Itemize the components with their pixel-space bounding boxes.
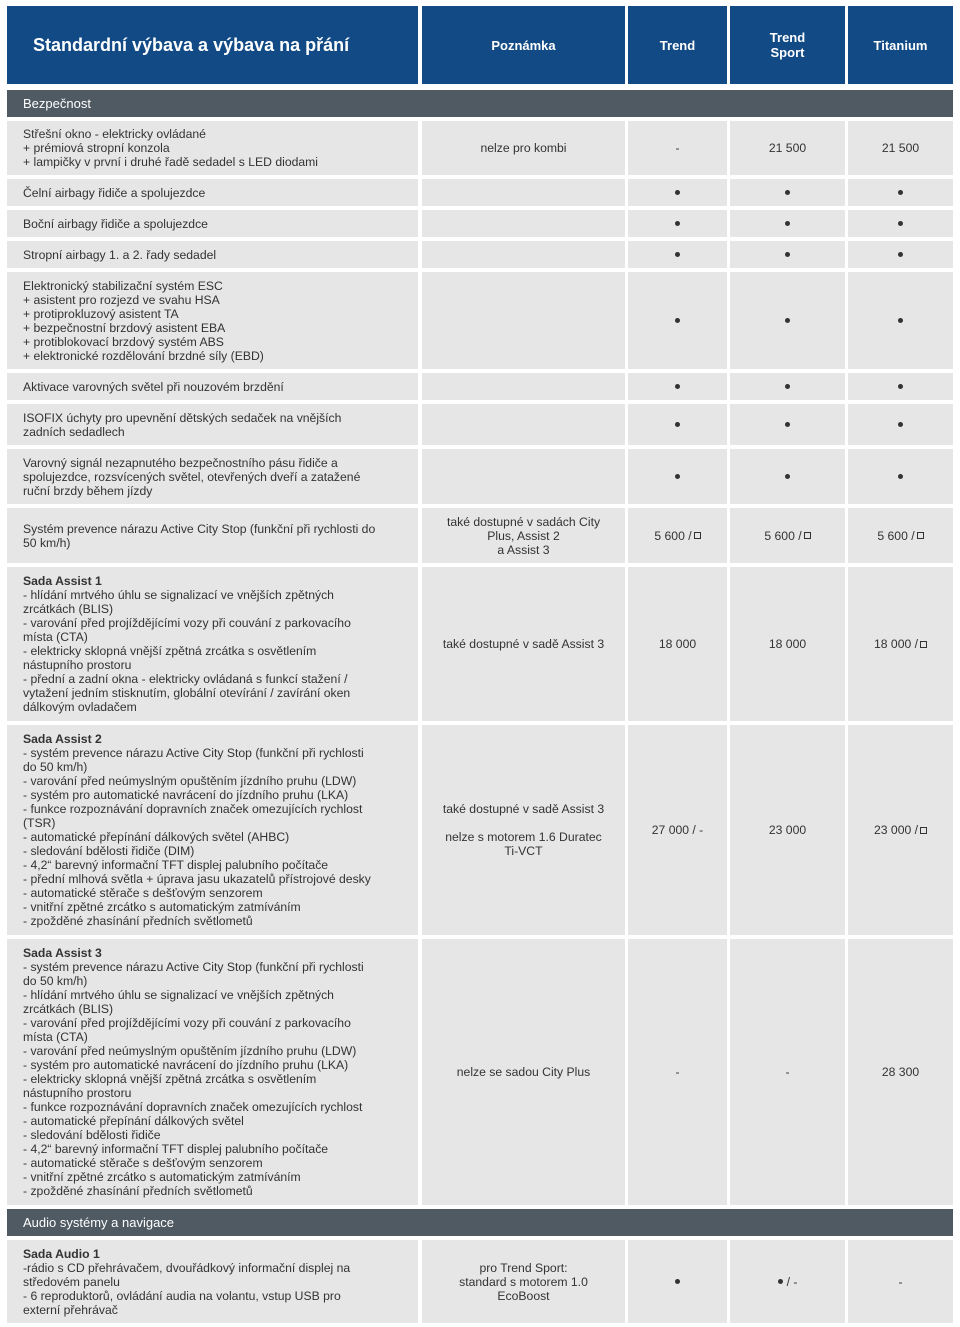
trend-sport-cell [730, 241, 845, 268]
standard-dot-icon [675, 474, 680, 479]
feature-line: - hlídání mrtvého úhlu se signalizací ve vnějších zpětných [23, 988, 334, 1002]
feature-line: - varování před projíždějícími vozy při couvání z parkovacího [23, 1016, 351, 1030]
feature-line: zadních sedadlech [23, 424, 125, 439]
feature-line: - 6 reproduktorů, ovládání audia na volantu, vstup USB pro [23, 1288, 341, 1303]
trend-sport-cell [730, 1240, 845, 1323]
price-value: 5 600 / [877, 528, 915, 543]
price-value: 18 000 [768, 637, 807, 651]
note-cell [422, 241, 625, 268]
feature-line: - vnitřní zpětné zrcátko s automatickým zatmíváním [23, 900, 301, 914]
price-value: 28 300 [881, 1065, 920, 1079]
titanium-cell [848, 121, 953, 175]
note-text: nelze pro kombi [480, 141, 567, 155]
feature-line: do 50 km/h) [23, 760, 88, 774]
titanium-cell [848, 449, 953, 504]
note-text: standard s motorem 1.0 [459, 1274, 588, 1289]
trend-cell [628, 725, 727, 935]
feature-line: - elektricky sklopná vnější zpětná zrcátka s osvětlením [23, 644, 317, 658]
standard-dot-icon [778, 1279, 783, 1284]
trend-cell [628, 567, 727, 721]
feature-line: - vnitřní zpětné zrcátko s automatickým zatmíváním [23, 1170, 301, 1184]
feature-active-city-stop [7, 508, 418, 563]
standard-dot-icon [898, 384, 903, 389]
trend-cell [628, 272, 727, 369]
feature-line: nástupního prostoru [23, 658, 132, 672]
section-header-audio: Audio systémy a navigace [7, 1209, 953, 1236]
note-text: pro Trend Sport: [479, 1260, 568, 1275]
note-text: Ti-VCT [504, 844, 543, 858]
titanium-cell [848, 725, 953, 935]
feature-line: - elektricky sklopná vnější zpětná zrcátka s osvětlením [23, 1072, 317, 1086]
standard-dot-icon [675, 252, 680, 257]
standard-dot-icon [785, 384, 790, 389]
trend-cell [628, 121, 727, 175]
column-header-trend-sport-line1: Trend [769, 30, 806, 45]
feature-line: 50 km/h) [23, 535, 71, 550]
standard-dot-icon [898, 252, 903, 257]
feature-line: -rádio s CD přehrávačem, dvouřádkový informační displej na [23, 1260, 351, 1275]
standard-dot-icon [898, 318, 903, 323]
price-value: 27 000 / - [651, 823, 704, 837]
column-header-trend-sport [730, 6, 845, 84]
option-box-icon [917, 532, 924, 539]
feature-line: - varování před neúmyslným opuštěním jízdního pruhu (LDW) [23, 774, 357, 788]
feature-assist-2 [7, 725, 418, 935]
price-value: - [898, 1274, 903, 1289]
note-cell [422, 567, 625, 721]
feature-line: - hlídání mrtvého úhlu se signalizací ve vnějších zpětných [23, 588, 334, 602]
feature-line: Střešní okno - elektricky ovládané [23, 127, 206, 141]
price-value: 23 000 [768, 823, 807, 837]
feature-line: zrcátkách (BLIS) [23, 1002, 114, 1016]
feature-line: Aktivace varovných světel při nouzovém brzdění [23, 379, 284, 394]
trend-cell [628, 241, 727, 268]
note-cell [422, 1240, 625, 1323]
trend-sport-cell [730, 567, 845, 721]
standard-dot-icon [675, 384, 680, 389]
feature-line: (TSR) [23, 816, 56, 830]
trend-cell [628, 508, 727, 563]
trend-sport-cell [730, 404, 845, 445]
feature-line: ISOFIX úchyty pro upevnění dětských sedaček na vnějších [23, 410, 342, 425]
price-value: - [675, 141, 680, 155]
feature-line: - 4,2“ barevný informační TFT displej palubního počítače [23, 858, 329, 872]
titanium-cell [848, 179, 953, 206]
feature-line: + lampičky v první i druhé řadě sedadel s LED diodami [23, 155, 319, 169]
standard-dot-icon [898, 474, 903, 479]
note-text: také dostupné v sadě Assist 3 [442, 637, 605, 651]
feature-assist-1 [7, 567, 418, 721]
trend-cell [628, 404, 727, 445]
feature-line: místa (CTA) [23, 1030, 88, 1044]
note-cell [422, 449, 625, 504]
feature-line: Stropní airbagy 1. a 2. řady sedadel [23, 247, 217, 262]
note-cell [422, 121, 625, 175]
feature-line: - automatické stěrače s dešťovým senzorem [23, 886, 263, 900]
feature-line: - 4,2“ barevný informační TFT displej palubního počítače [23, 1142, 329, 1156]
feature-line: - sledování bdělosti řidiče (DIM) [23, 844, 195, 858]
feature-line: - varování před projíždějícími vozy při couvání z parkovacího [23, 616, 351, 630]
section-header-safety: Bezpečnost [7, 90, 953, 117]
feature-line: - systém prevence nárazu Active City Stop (funkční při rychlosti [23, 746, 364, 760]
note-text: nelze se sadou City Plus [456, 1065, 591, 1079]
feature-line: zrcátkách (BLIS) [23, 602, 114, 616]
feature-line: ruční brzdy během jízdy [23, 483, 153, 498]
feature-line: - zpožděné zhasínání předních světlometů [23, 1184, 253, 1198]
standard-dot-icon [785, 252, 790, 257]
trend-sport-cell [730, 272, 845, 369]
titanium-cell [848, 373, 953, 400]
column-header-titanium: Titanium [848, 6, 953, 84]
note-cell [422, 210, 625, 237]
feature-line: místa (CTA) [23, 630, 88, 644]
trend-cell [628, 210, 727, 237]
standard-dot-icon [898, 190, 903, 195]
price-value: 23 000 / [873, 823, 919, 837]
standard-dot-icon [675, 221, 680, 226]
trend-cell [628, 373, 727, 400]
feature-line: - systém pro automatické navrácení do jízdního pruhu (LKA) [23, 1058, 349, 1072]
standard-dot-icon [785, 318, 790, 323]
feature-assist-3 [7, 939, 418, 1205]
titanium-cell [848, 567, 953, 721]
note-cell [422, 272, 625, 369]
feature-line: + protiblokovací brzdový systém ABS [23, 334, 224, 349]
trend-cell [628, 179, 727, 206]
trend-cell [628, 449, 727, 504]
trend-cell [628, 1240, 727, 1323]
feature-line: - funkce rozpoznávání dopravních značek omezujících rychlost [23, 802, 363, 816]
package-title: Sada Assist 2 [23, 732, 102, 746]
feature-line: + elektronické rozdělování brzdné síly (EBD) [23, 348, 264, 363]
note-cell [422, 725, 625, 935]
feature-line: do 50 km/h) [23, 974, 88, 988]
standard-dot-icon [785, 221, 790, 226]
note-cell [422, 508, 625, 563]
feature-audio-1 [7, 1240, 418, 1323]
note-cell [422, 179, 625, 206]
trend-sport-cell [730, 179, 845, 206]
price-value: / - [786, 1274, 798, 1289]
option-box-icon [920, 641, 927, 648]
price-value: 18 000 [658, 637, 697, 651]
feature-side-airbags [7, 210, 418, 237]
note-cell [422, 939, 625, 1205]
note-text: Plus, Assist 2 [487, 528, 560, 543]
feature-line: - automatické stěrače s dešťovým senzorem [23, 1156, 263, 1170]
feature-line: Elektronický stabilizační systém ESC [23, 278, 223, 293]
standard-dot-icon [675, 422, 680, 427]
feature-line: Systém prevence nárazu Active City Stop (funkční při rychlosti do [23, 521, 376, 536]
titanium-cell [848, 508, 953, 563]
feature-line: + protiprokluzový asistent TA [23, 306, 179, 321]
column-header-trend-sport-line2: Sport [770, 45, 805, 60]
option-box-icon [694, 532, 701, 539]
trend-sport-cell [730, 725, 845, 935]
feature-line: dálkovým ovladačem [23, 700, 137, 714]
titanium-cell [848, 404, 953, 445]
feature-line: + prémiová stropní konzola [23, 141, 170, 155]
standard-dot-icon [675, 1279, 680, 1284]
titanium-cell [848, 241, 953, 268]
standard-dot-icon [785, 422, 790, 427]
price-value: 5 600 / [654, 528, 692, 543]
note-text: také dostupné v sadě Assist 3 [442, 802, 605, 816]
price-value: - [675, 1065, 680, 1079]
price-value: 21 500 [768, 141, 807, 155]
feature-seatbelt-warning [7, 449, 418, 504]
feature-line: + bezpečnostní brzdový asistent EBA [23, 320, 226, 335]
note-cell [422, 373, 625, 400]
price-value: - [785, 1065, 790, 1079]
standard-dot-icon [675, 190, 680, 195]
standard-dot-icon [785, 474, 790, 479]
feature-line: - systém prevence nárazu Active City Stop (funkční při rychlosti [23, 960, 364, 974]
feature-line: + asistent pro rozjezd ve svahu HSA [23, 292, 220, 307]
standard-dot-icon [675, 318, 680, 323]
standard-dot-icon [898, 221, 903, 226]
note-text: EcoBoost [497, 1288, 550, 1303]
feature-isofix [7, 404, 418, 445]
titanium-cell [848, 939, 953, 1205]
column-header-note: Poznámka [422, 6, 625, 84]
feature-line: externí přehrávač [23, 1302, 118, 1317]
standard-dot-icon [898, 422, 903, 427]
trend-sport-cell [730, 508, 845, 563]
trend-sport-cell [730, 939, 845, 1205]
feature-front-airbags [7, 179, 418, 206]
titanium-cell [848, 210, 953, 237]
titanium-cell [848, 1240, 953, 1323]
note-text: také dostupné v sadách City [446, 514, 601, 529]
feature-curtain-airbags [7, 241, 418, 268]
price-value: 5 600 / [764, 528, 802, 543]
price-value: 21 500 [881, 141, 920, 155]
feature-line: - automatické přepínání dálkových světel (AHBC) [23, 830, 290, 844]
feature-sunroof [7, 121, 418, 175]
titanium-cell [848, 272, 953, 369]
feature-hazard-lights [7, 373, 418, 400]
feature-line: středovém panelu [23, 1274, 120, 1289]
feature-line: Čelní airbagy řidiče a spolujezdce [23, 185, 206, 200]
trend-sport-cell [730, 373, 845, 400]
table-title: Standardní výbava a výbava na přání [7, 6, 418, 84]
package-title: Sada Audio 1 [23, 1246, 100, 1261]
feature-line: - sledování bdělosti řidiče [23, 1128, 161, 1142]
trend-sport-cell [730, 121, 845, 175]
note-text: nelze s motorem 1.6 Duratec [445, 830, 602, 844]
trend-sport-cell [730, 449, 845, 504]
option-box-icon [920, 827, 927, 834]
note-text: a Assist 3 [497, 542, 550, 557]
trend-cell [628, 939, 727, 1205]
option-box-icon [804, 532, 811, 539]
feature-line: - systém pro automatické navrácení do jízdního pruhu (LKA) [23, 788, 349, 802]
feature-line: - automatické přepínání dálkových světel [23, 1114, 244, 1128]
feature-line: Boční airbagy řidiče a spolujezdce [23, 216, 208, 231]
feature-line: - zpožděné zhasínání předních světlometů [23, 914, 253, 928]
feature-esc [7, 272, 418, 369]
column-header-trend: Trend [628, 6, 727, 84]
price-value: 18 000 / [873, 637, 919, 651]
feature-line: - přední mlhová světla + úprava jasu ukazatelů přístrojové desky [23, 872, 371, 886]
note-cell [422, 404, 625, 445]
feature-line: - funkce rozpoznávání dopravních značek omezujících rychlost [23, 1100, 363, 1114]
package-title: Sada Assist 1 [23, 574, 102, 588]
feature-line: - přední a zadní okna - elektricky ovládaná s funkcí stažení / [23, 672, 348, 686]
feature-line: vytažení jedním stisknutím, globální otevírání / zavírání oken [23, 686, 351, 700]
feature-line: Varovný signál nezapnutého bezpečnostního pásu řidiče a [23, 455, 338, 470]
feature-line: - varování před neúmyslným opuštěním jízdního pruhu (LDW) [23, 1044, 357, 1058]
feature-line: spolujezdce, rozsvícených světel, otevřených dveří a zatažené [23, 469, 361, 484]
feature-line: nástupního prostoru [23, 1086, 132, 1100]
package-title: Sada Assist 3 [23, 946, 102, 960]
standard-dot-icon [785, 190, 790, 195]
trend-sport-cell [730, 210, 845, 237]
